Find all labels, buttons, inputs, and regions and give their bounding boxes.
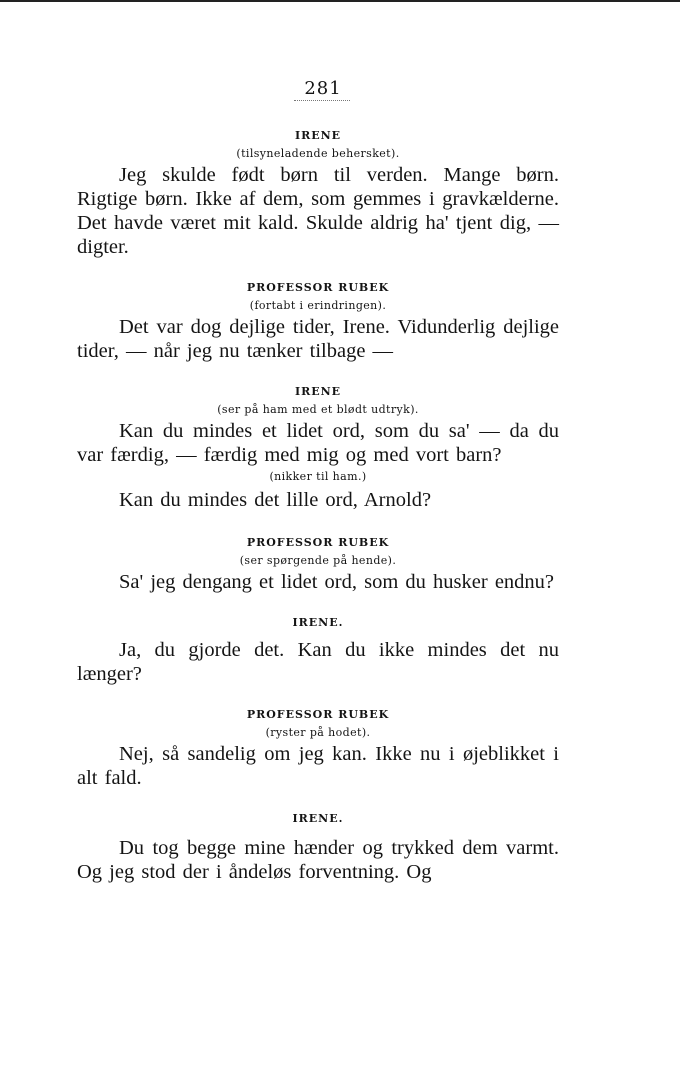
speaker-name: IRENE. (292, 616, 344, 629)
stage-direction: (tilsyneladende behersket). (236, 147, 400, 160)
dialogue-paragraph: Du tog begge mine hænder og trykked dem varmt. Og jeg stod der i åndeløs forventning. Og (77, 837, 559, 883)
book-page (77, 78, 559, 884)
stage-direction: (ser spørgende på hende). (239, 554, 397, 567)
dialogue-paragraph: Jeg skulde født børn til verden. Mange børn. Rigtige børn. Ikke af dem, som gemmes i gravkælderne. Det havde været mit kald. Skulde aldrig ha' tjent dig, — digter. (77, 164, 559, 258)
page-top-edge (0, 0, 680, 2)
stage-direction: (fortabt i erindringen). (249, 299, 387, 312)
dialogue-paragraph: Nej, så sandelig om jeg kan. Ikke nu i øjeblikket i alt fald. (77, 743, 559, 789)
dialogue-paragraph: Ja, du gjorde det. Kan du ikke mindes det nu længer? (77, 639, 559, 685)
speaker-name: IRENE. (292, 812, 344, 825)
dialogue-paragraph: Kan du mindes et lidet ord, som du sa' — da du var færdig, — færdig med mig og med vort barn? (77, 420, 559, 466)
stage-direction: (ser på ham med et blødt udtryk). (217, 403, 419, 416)
speaker-name: PROFESSOR RUBEK (246, 281, 390, 294)
dialogue-paragraph: Kan du mindes det lille ord, Arnold? (119, 489, 432, 511)
stage-direction: (nikker til ham.) (269, 470, 367, 483)
speaker-name: IRENE (294, 385, 342, 398)
speaker-name: IRENE (294, 129, 342, 142)
speaker-name: PROFESSOR RUBEK (246, 536, 390, 549)
dialogue-paragraph: Det var dog dejlige tider, Irene. Vidunderlig dejlige tider, — når jeg nu tænker tilbage — (77, 316, 559, 362)
speaker-name: PROFESSOR RUBEK (246, 708, 390, 721)
page-number: 281 (304, 78, 342, 99)
stage-direction: (ryster på hodet). (265, 726, 371, 739)
dialogue-paragraph: Sa' jeg dengang et lidet ord, som du husker endnu? (119, 571, 555, 593)
page-number-rule (294, 100, 350, 101)
